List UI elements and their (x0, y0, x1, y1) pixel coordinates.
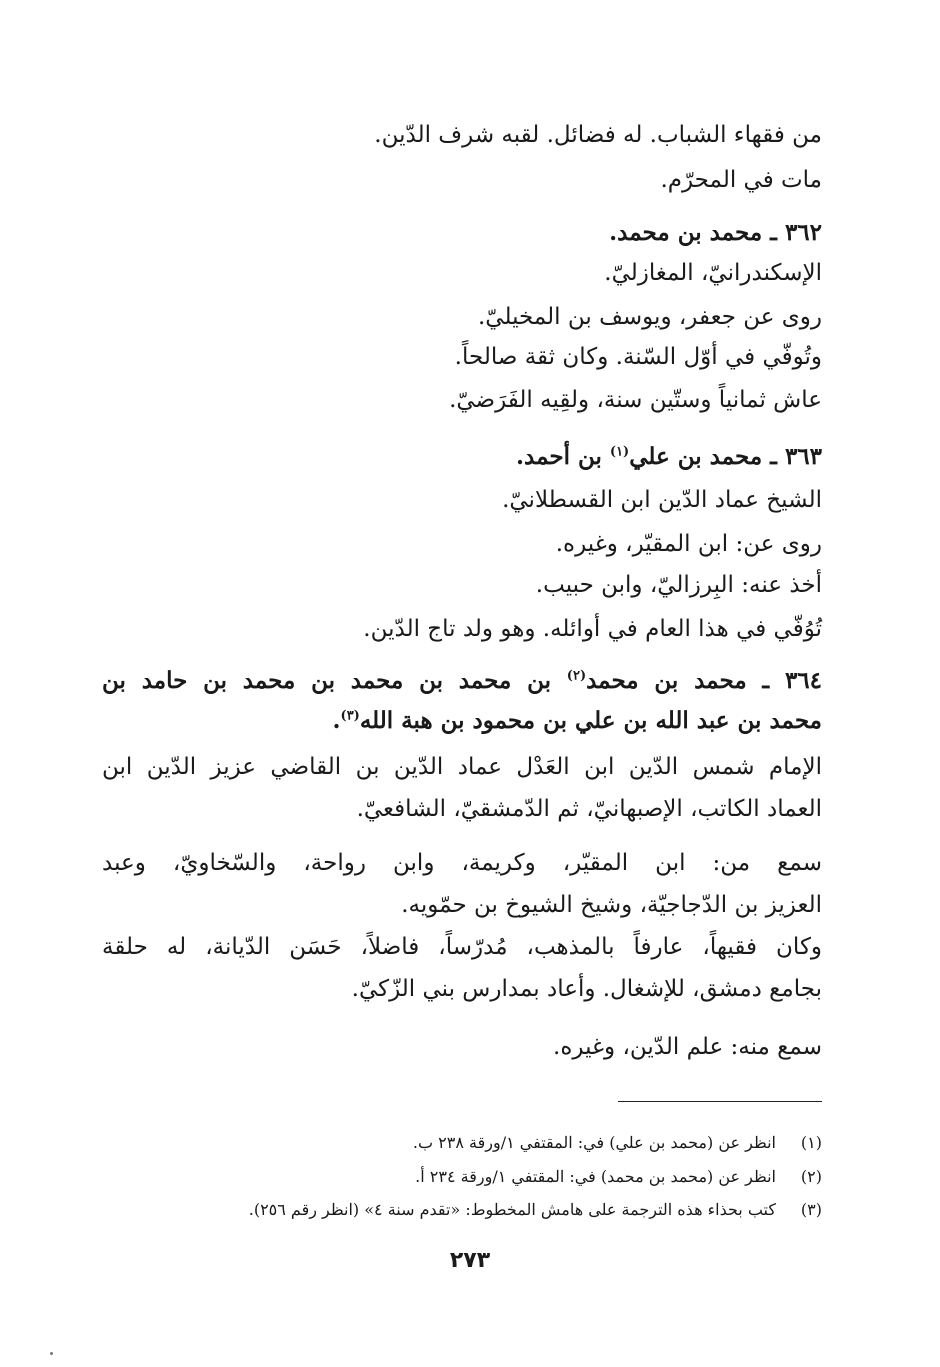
text-line: الشيخ عماد الدّين ابن القسطلانيّ. (502, 487, 822, 513)
footnote-ref: (١) (609, 444, 630, 460)
text-line: وكان فقيهاً، عارفاً بالمذهب، مُدرّساً، فاضلاً، حَسَن الدّيانة، له حلقة (102, 934, 822, 960)
text-line: مات في المحرّم. (660, 167, 822, 193)
text-line: العزيز بن الدّجاجيّة، وشيخ الشيوخ بن حمّويه. (401, 892, 822, 918)
footnote (415, 1166, 822, 1188)
text-line: عاش ثمانياً وستّين سنة، ولقِيه الفَرَضيّ. (449, 387, 822, 413)
footnote-number: (٢) (800, 1167, 822, 1186)
footnote-divider (618, 1101, 822, 1102)
text-line: تُوُفّي في هذا العام في أوائله. وهو ولد تاج الدّين. (363, 616, 822, 642)
footnote (413, 1132, 822, 1154)
text-line: الإمام شمس الدّين ابن العَدْل عماد الدّين بن القاضي عزيز الدّين ابن (102, 754, 822, 780)
footnote-text: كتب بحذاء هذه الترجمة على هامش المخطوط: «تقدم سنة ٤» (انظر رقم ٢٥٦). (248, 1200, 776, 1219)
entry-heading-362: ٣٦٢ ـ محمد بن محمد. (609, 219, 822, 246)
heading-part: ٣٦٣ ـ محمد بن علي (629, 443, 822, 470)
footnote-text: انظر عن (محمد بن علي) في: المقتفي ١/ورقة ٢٣٨ ب. (412, 1133, 776, 1152)
entry-heading-364 (102, 664, 822, 698)
scan-speck (50, 1352, 53, 1355)
text-line: العماد الكاتب، الإصبهانيّ، ثم الدّمشقيّ، الشافعيّ. (356, 796, 822, 822)
text-line: سمع من: ابن المقيّر، وكريمة، وابن رواحة، والسّخاويّ، وعبد (102, 850, 822, 876)
heading-part: . (332, 707, 341, 734)
text-line: روى عن: ابن المقيّر، وغيره. (555, 531, 822, 557)
text-line: روى عن جعفر، ويوسف بن المخيليّ. (477, 304, 822, 330)
text-line: من فقهاء الشباب. له فضائل. لقبه شرف الدّين. (374, 122, 822, 148)
text-line: بجامع دمشق، للإشغال. وأعاد بمدارس بني الزّكيّ. (351, 976, 822, 1002)
footnote-number: (١) (800, 1133, 822, 1152)
text-line: الإسكندرانيّ، المغازليّ. (604, 260, 822, 286)
entry-heading-363 (516, 440, 822, 474)
footnote-number: (٣) (800, 1200, 822, 1219)
footnote-ref: (٣) (340, 708, 360, 724)
entry-heading-364-cont (333, 704, 822, 738)
text-line: سمع منه: علم الدّين، وغيره. (553, 1034, 822, 1060)
heading-part: بن أحمد. (515, 443, 602, 470)
footnote-ref: (٢) (566, 668, 587, 684)
text-line: أخذ عنه: البِرزاليّ، وابن حبيب. (535, 572, 822, 598)
heading-part: بن محمد بن محمد بن محمد بن حامد بن (102, 667, 552, 694)
text-line: وتُوفّي في أوّل السّنة. وكان ثقة صالحاً. (454, 344, 822, 370)
heading-part: ٣٦٤ ـ محمد بن محمد (586, 667, 822, 694)
footnote-text: انظر عن (محمد بن محمد) في: المقتفي ١/ورقة ٢٣٤ أ. (415, 1167, 776, 1186)
page-number: ٢٧٣ (449, 1248, 491, 1273)
footnote (249, 1199, 822, 1221)
heading-part: محمد بن عبد الله بن علي بن محمود بن هبة الله (359, 707, 822, 734)
